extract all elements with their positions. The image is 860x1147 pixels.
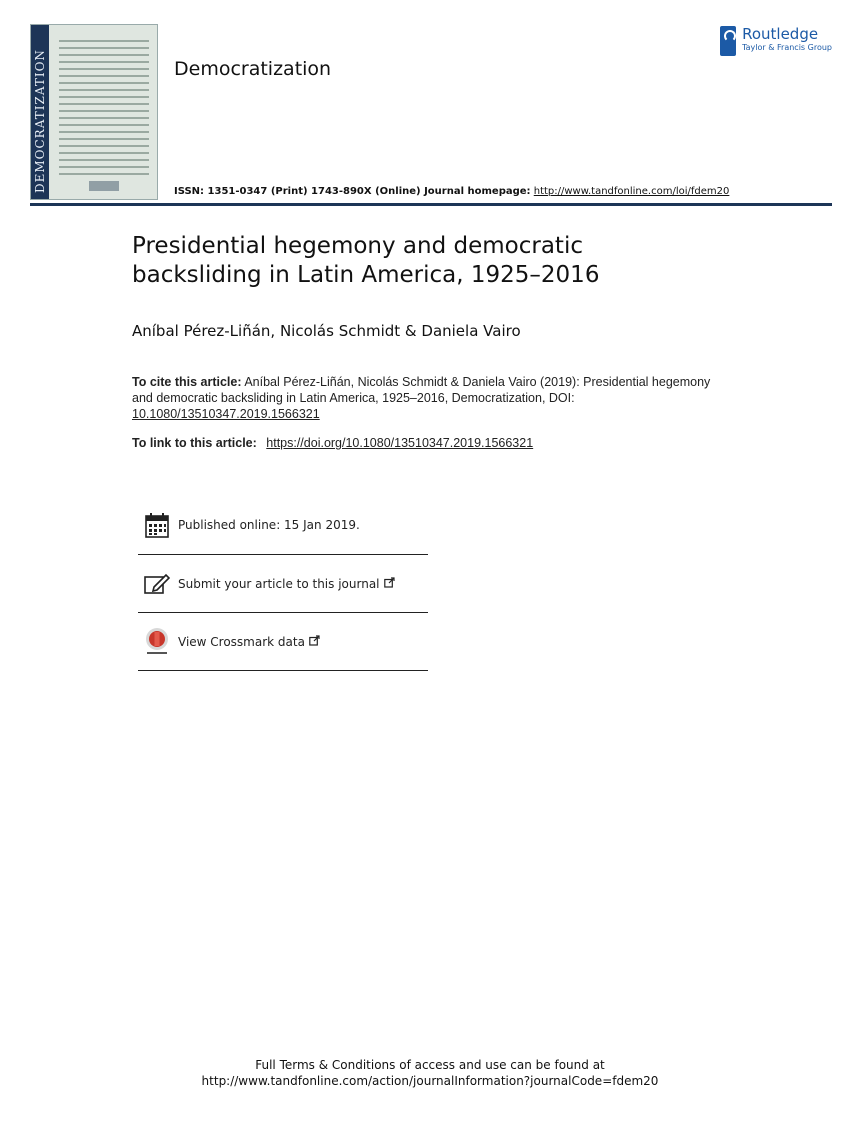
article-actions [138,496,428,671]
citation-text: Aníbal Pérez-Liñán, Nicolás Schmidt & Daniela Vairo (2019): Presidential hegemony and democratic backsliding in Latin America, 1925–2016, Democratization, DOI: [132,375,711,405]
article-authors: Aníbal Pérez-Liñán, Nicolás Schmidt & Daniela Vairo [132,322,521,340]
publisher-subtitle: Taylor & Francis Group [742,43,832,52]
issn-line [174,186,729,197]
crossmark-link[interactable]: View Crossmark data [178,634,305,649]
calendar-icon [142,510,172,540]
crossmark-row[interactable] [138,613,428,671]
cover-spine-title: DEMOCRATIZATION [33,49,47,193]
issn-text: ISSN: 1351-0347 (Print) 1743-890X (Online) Journal homepage: [174,186,531,197]
journal-cover [30,24,158,200]
publisher-name: Routledge [742,25,819,43]
article-title-line-1: Presidential hegemony and democratic [132,233,583,259]
article-title-line-2: backsliding in Latin America, 1925–2016 [132,262,600,288]
terms-text: Full Terms & Conditions of access and use can be found at [255,1058,605,1072]
terms-footer [0,1057,860,1089]
citation-label: To cite this article: [132,375,242,389]
published-online-row [138,496,428,555]
article-title [132,232,692,290]
published-online-text: Published online: 15 Jan 2019. [178,518,360,532]
cover-contents [59,35,149,180]
article-link-label: To link to this article: [132,436,257,450]
cover-spine [31,25,49,199]
submit-article-row[interactable] [138,555,428,613]
article-link-line [132,436,533,450]
journal-name: Democratization [174,58,332,80]
cover-logo [89,181,119,191]
crossmark-icon [142,627,172,657]
edit-icon [142,569,172,599]
citation-block [132,374,712,422]
routledge-icon [720,26,736,56]
journal-homepage-link[interactable]: http://www.tandfonline.com/loi/fdem20 [533,186,730,197]
header-divider [30,203,832,206]
submit-article-link[interactable]: Submit your article to this journal [178,576,380,591]
publisher-logo [720,26,832,56]
terms-url[interactable]: http://www.tandfonline.com/action/journalInformation?journalCode=fdem20 [201,1074,659,1088]
external-link-icon [309,635,320,649]
article-doi-link[interactable]: https://doi.org/10.1080/13510347.2019.1566321 [266,436,534,450]
citation-doi: 10.1080/13510347.2019.1566321 [132,407,320,421]
external-link-icon [384,577,395,591]
